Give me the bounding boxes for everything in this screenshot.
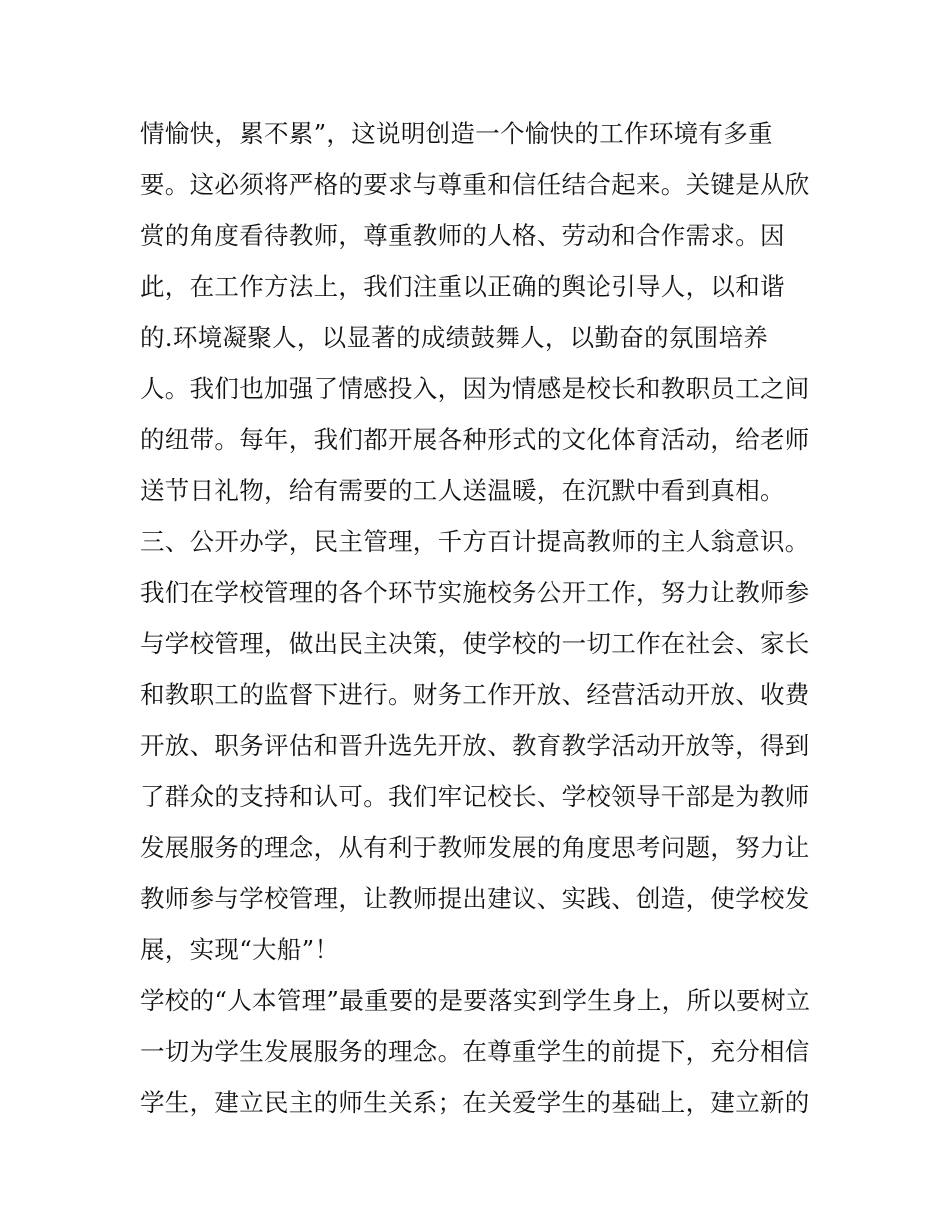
text-line: 学生，建立民主的师生关系；在关爱学生的基础上，建立新的: [140, 1088, 810, 1117]
text-line: 人。我们也加强了情感投入，因为情感是校长和教职员工之间: [140, 374, 810, 403]
text-line: 情愉快，累不累”，这说明创造一个愉快的工作环境有多重: [140, 119, 773, 148]
text-line: 了群众的支持和认可。我们牢记校长、学校领导干部是为教师: [140, 782, 810, 811]
text-line: 发展服务的理念，从有利于教师发展的角度思考问题，努力让: [140, 833, 810, 862]
text-line: 学校的“人本管理”最重要的是要落实到学生身上，所以要树立: [140, 986, 811, 1015]
text-line: 我们在学校管理的各个环节实施校务公开工作，努力让教师参: [140, 578, 810, 607]
text-line: 开放、职务评估和晋升选先开放、教育教学活动开放等，得到: [140, 731, 810, 760]
text-line: 要。这必须将严格的要求与尊重和信任结合起来。关键是从欣: [140, 170, 810, 199]
body-text: [140, 108, 820, 1128]
text-line: 和教职工的监督下进行。财务工作开放、经营活动开放、收费: [140, 680, 810, 709]
text-line: 的纽带。每年，我们都开展各种形式的文化体育活动，给老师: [140, 425, 810, 454]
text-line: 展，实现“大船”！: [140, 935, 340, 964]
text-line: 教师参与学校管理，让教师提出建议、实践、创造，使学校发: [140, 884, 810, 913]
text-line: 此，在工作方法上，我们注重以正确的舆论引导人，以和谐: [140, 272, 785, 301]
text-line: 的.环境凝聚人，以显著的成绩鼓舞人，以勤奋的氛围培养: [140, 323, 769, 352]
text-line: 一切为学生发展服务的理念。在尊重学生的前提下，充分相信: [140, 1037, 810, 1066]
text-line: 赏的角度看待教师，尊重教师的人格、劳动和合作需求。因: [140, 221, 785, 250]
section-heading: 三、公开办学，民主管理，千方百计提高教师的主人翁意识。: [140, 527, 810, 556]
text-line: 与学校管理，做出民主决策，使学校的一切工作在社会、家长: [140, 629, 810, 658]
text-line: 送节日礼物，给有需要的工人送温暖，在沉默中看到真相。: [140, 476, 785, 505]
